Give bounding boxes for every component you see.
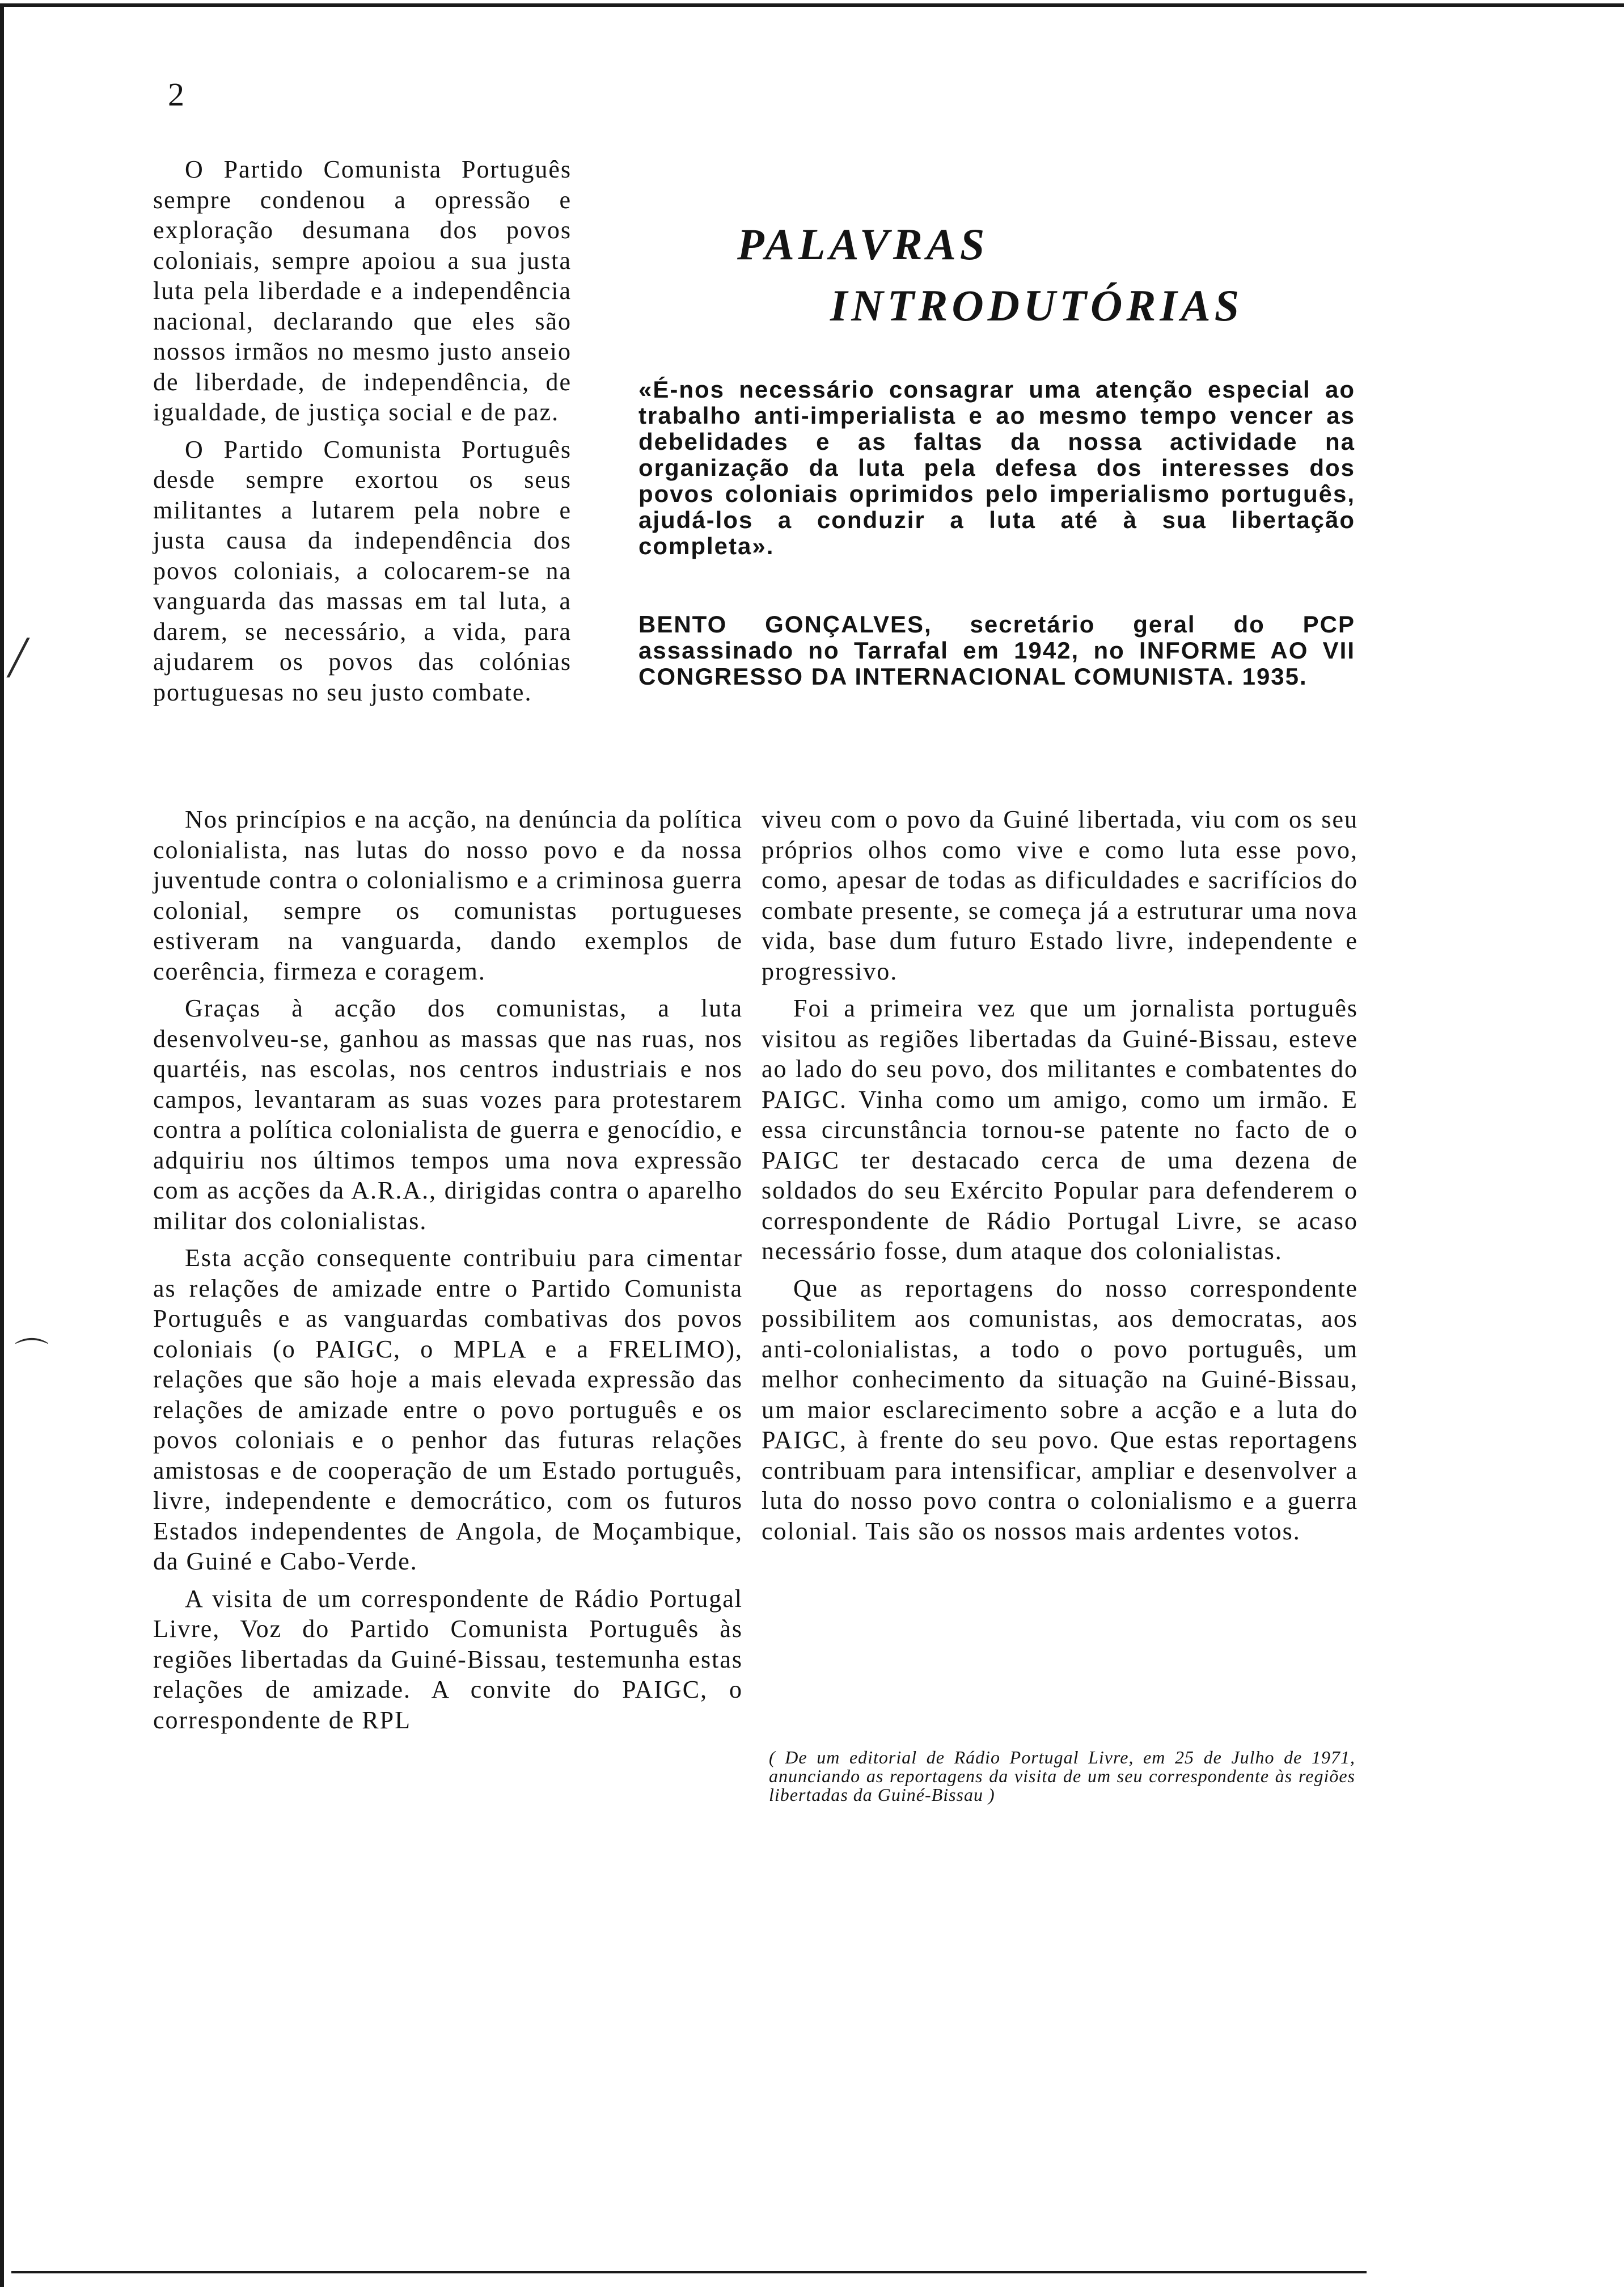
- scan-border-top: [0, 3, 1624, 7]
- scan-artifact-icon: ╱: [8, 639, 29, 677]
- paragraph: Esta acção consequente contribuiu para cimentar as relações de amizade entre o Partido Comunista Português e as vanguardas combativas dos povos coloniais (o PAIGC, o MPLA e a FRELIMO), relações que são hoje a mais elevada expressão das relações de amizade entre o povo português e os povos coloniais e o penhor das futuras relações amistosas e de cooperação de um Estado português, livre, independente e democrático, com os futuros Estados independentes de Angola, de Moçambique, da Guiné e Cabo-Verde.: [153, 1244, 743, 1575]
- scan-artifact-icon: ⌒: [15, 1337, 49, 1374]
- paragraph: Que as reportagens do nosso correspondente possibilitem aos comunistas, aos democratas, aos anti-colonialistas, a todo o povo português, um melhor conhecimento da situação na Guiné-Bissau, um maior esclarecimento sobre a acção e a luta do PAIGC, à frente do seu povo. Que estas reportagens contribuam para intensificar, ampliar e desenvolver a luta do nosso povo contra o colonialismo e a guerra colonial. Tais são os nossos mais ardentes votos.: [762, 1274, 1358, 1545]
- scan-border-left: [0, 3, 4, 2287]
- paragraph: O Partido Comunista Português sempre condenou a opressão e exploração desumana dos povos coloniais, sempre apoiou a sua justa luta pela liberdade e a independência nacional, declarando que eles são nossos irmãos no mesmo justo anseio de liberdade, de independência, de igualdade, de justiça social e de paz.: [153, 155, 572, 426]
- paragraph: viveu com o povo da Guiné libertada, viu com os seu próprios olhos como vive e como luta esse povo, como, apesar de todas as dificuldades e sacrifícios do combate presente, se começa já a estruturar uma nova vida, base dum futuro Estado livre, independente e progressivo.: [762, 805, 1358, 985]
- paragraph: A visita de um correspondente de Rádio Portugal Livre, Voz do Partido Comunista Português às regiões libertadas da Guiné-Bissau, testemunha estas relações de amizade. A convite do PAIGC, o correspondente de RPL: [153, 1584, 743, 1734]
- paragraph: O Partido Comunista Português desde sempre exortou os seus militantes a lutarem pela nobre e justa causa da independência dos povos coloniais, a colocarem-se na vanguarda das massas em tal luta, a darem, se necessário, a vida, para ajudarem os povos das colónias portuguesas no seu justo combate.: [153, 435, 572, 706]
- left-column-bottom: [153, 804, 743, 1735]
- title-line-1: PALAVRAS: [737, 220, 989, 269]
- source-note: ( De um editorial de Rádio Portugal Livre, em 25 de Julho de 1971, anunciando as reportagens da visita de um seu correspondente às regiões libertadas da Guiné-Bissau ): [769, 1747, 1355, 1805]
- paragraph: Foi a primeira vez que um jornalista português visitou as regiões libertadas da Guiné-Bissau, esteve ao lado do seu povo, dos militantes e combatentes do PAIGC. Vinha como um amigo, como um irmão. E essa circunstância tornou-se patente no facto de o PAIGC ter destacado cerca de uma dezena de soldados do seu Exército Popular para defenderem o correspondente de Rádio Portugal Livre, se acaso necessário fosse, dum ataque dos colonialistas.: [762, 994, 1358, 1265]
- paragraph: Nos princípios e na acção, na denúncia da política colonialista, nas lutas do nosso povo e da nossa juventude contra o colonialismo e a criminosa guerra colonial, sempre os comunistas portugueses estiveram na vanguarda, dando exemplos de coerência, firmeza e coragem.: [153, 805, 743, 985]
- paragraph: Graças à acção dos comunistas, a luta desenvolveu-se, ganhou as massas que nas ruas, nos quartéis, nas escolas, nos centros industriais e nos campos, levantaram as suas vozes para protestarem contra a política colonialista de guerra e genocídio, e adquiriu nos últimos tempos uma nova expressão com as acções da A.R.A., dirigidas contra o aparelho militar dos colonialistas.: [153, 994, 743, 1235]
- title-line-2: INTRODUTÓRIAS: [830, 281, 1244, 330]
- right-column: [762, 804, 1358, 1546]
- epigraph-quote: «É-nos necessário consagrar uma atenção especial ao trabalho anti-imperialista e ao mesmo tempo vencer as debelidades e as faltas da nossa actividade na organização da luta pela defesa dos interesses dos povos coloniais oprimidos pelo imperialismo português, ajudá-los a conduzir a luta até à sua libertação completa».: [638, 376, 1355, 559]
- bottom-rule: [11, 2271, 1367, 2273]
- page-number: 2: [168, 76, 184, 113]
- left-column-top: [153, 154, 572, 707]
- epigraph-attribution: BENTO GONÇALVES, secretário geral do PCP assassinado no Tarrafal em 1942, no INFORME AO VII CONGRESSO DA INTERNACIONAL COMUNISTA. 1935.: [638, 611, 1355, 690]
